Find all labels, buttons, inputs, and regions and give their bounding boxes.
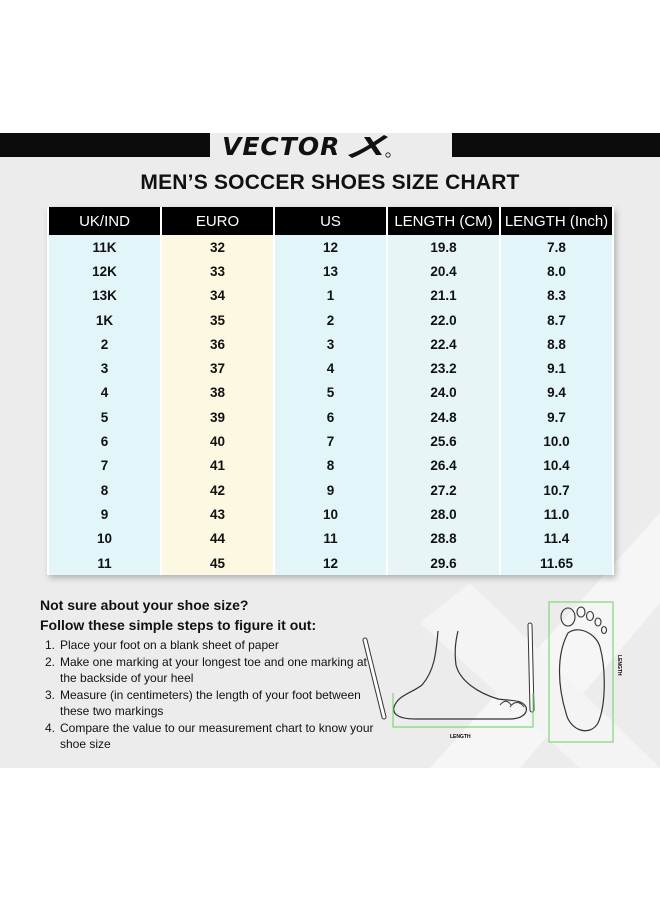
table-header-row <box>48 207 613 235</box>
table-cell: 8 <box>274 454 387 478</box>
side-foot-icon <box>365 625 533 740</box>
header-bar-right <box>452 133 660 157</box>
table-cell: 12 <box>274 551 387 575</box>
table-cell: 40 <box>161 429 274 453</box>
table-cell: 5 <box>274 381 387 405</box>
step-text: Place your foot on a blank sheet of paper <box>60 638 279 652</box>
table-cell: 42 <box>161 478 274 502</box>
table-cell: 10 <box>48 527 161 551</box>
table-row <box>48 478 613 502</box>
table-cell: 11K <box>48 235 161 259</box>
table-cell: 10.7 <box>500 478 613 502</box>
brand-x-mark-icon <box>346 133 392 159</box>
table-cell: 38 <box>161 381 274 405</box>
table-cell: 1K <box>48 308 161 332</box>
steps-list <box>40 637 380 753</box>
table-cell: 28.0 <box>387 502 500 526</box>
table-cell: 24.8 <box>387 405 500 429</box>
table-cell: 11.0 <box>500 502 613 526</box>
table-cell: 12 <box>274 235 387 259</box>
table-cell: 7 <box>274 429 387 453</box>
foot-sole-icon <box>549 602 622 742</box>
table-cell: 5 <box>48 405 161 429</box>
table-cell: 6 <box>274 405 387 429</box>
table-row <box>48 429 613 453</box>
step-item <box>40 720 380 753</box>
sole-length-label: LENGTH <box>616 655 622 676</box>
table-cell: 7 <box>48 454 161 478</box>
table-row <box>48 502 613 526</box>
step-number: 2. <box>45 654 56 669</box>
table-cell: 34 <box>161 284 274 308</box>
table-cell: 44 <box>161 527 274 551</box>
table-row <box>48 356 613 380</box>
table-cell: 1 <box>274 284 387 308</box>
table-cell: 11.65 <box>500 551 613 575</box>
table-cell: 39 <box>161 405 274 429</box>
table-cell: 13 <box>274 259 387 283</box>
instructions-subtitle: Follow these simple steps to figure it out: <box>40 617 317 633</box>
table-cell: 23.2 <box>387 356 500 380</box>
table-cell: 13K <box>48 284 161 308</box>
page-title: MEN’S SOCCER SHOES SIZE CHART <box>140 171 520 194</box>
brand-name: VECTOR <box>222 133 341 161</box>
table-cell: 37 <box>161 356 274 380</box>
table-cell: 3 <box>48 356 161 380</box>
instructions-question: Not sure about your shoe size? <box>40 597 249 613</box>
table-cell: 26.4 <box>387 454 500 478</box>
table-row <box>48 308 613 332</box>
table-cell: 7.8 <box>500 235 613 259</box>
foot-measurement-illustration <box>360 595 630 765</box>
table-cell: 11.4 <box>500 527 613 551</box>
table-body <box>48 235 613 575</box>
table-cell: 3 <box>274 332 387 356</box>
column-header: LENGTH (Inch) <box>500 207 613 235</box>
table-row <box>48 405 613 429</box>
table-cell: 8.3 <box>500 284 613 308</box>
table-cell: 8.8 <box>500 332 613 356</box>
step-text: Make one marking at your longest toe and one marking at the backside of your heel <box>60 654 367 685</box>
table-row <box>48 454 613 478</box>
table-cell: 9.4 <box>500 381 613 405</box>
table-cell: 6 <box>48 429 161 453</box>
column-header: EURO <box>161 207 274 235</box>
table-cell: 19.8 <box>387 235 500 259</box>
table-cell: 11 <box>274 527 387 551</box>
step-number: 3. <box>45 687 56 702</box>
table-cell: 22.4 <box>387 332 500 356</box>
table-cell: 9.1 <box>500 356 613 380</box>
table-cell: 35 <box>161 308 274 332</box>
measurement-instructions <box>40 595 380 753</box>
table-row <box>48 381 613 405</box>
step-number: 1. <box>45 638 56 652</box>
table-cell: 21.1 <box>387 284 500 308</box>
brand-logo <box>222 133 442 161</box>
table-cell: 20.4 <box>387 259 500 283</box>
table-cell: 27.2 <box>387 478 500 502</box>
table-cell: 4 <box>274 356 387 380</box>
size-chart-card <box>0 133 660 768</box>
table-cell: 22.0 <box>387 308 500 332</box>
table-cell: 4 <box>48 381 161 405</box>
table-cell: 8.7 <box>500 308 613 332</box>
table-cell: 43 <box>161 502 274 526</box>
table-cell: 32 <box>161 235 274 259</box>
header-bar-left <box>0 133 210 157</box>
table-cell: 33 <box>161 259 274 283</box>
table-cell: 25.6 <box>387 429 500 453</box>
table-row <box>48 259 613 283</box>
table-cell: 9 <box>48 502 161 526</box>
column-header: LENGTH (CM) <box>387 207 500 235</box>
table-cell: 45 <box>161 551 274 575</box>
table-cell: 9.7 <box>500 405 613 429</box>
table-cell: 24.0 <box>387 381 500 405</box>
table-cell: 12K <box>48 259 161 283</box>
table-cell: 36 <box>161 332 274 356</box>
step-item <box>40 637 380 654</box>
size-chart-table <box>47 207 614 575</box>
step-text: Measure (in centimeters) the length of your foot between these two markings <box>60 687 361 718</box>
step-text: Compare the value to our measurement chart to know your shoe size <box>60 720 374 751</box>
column-header: UK/IND <box>48 207 161 235</box>
table-cell: 2 <box>274 308 387 332</box>
table-cell: 9 <box>274 478 387 502</box>
table-cell: 28.8 <box>387 527 500 551</box>
table-row <box>48 284 613 308</box>
table-cell: 29.6 <box>387 551 500 575</box>
table-cell: 11 <box>48 551 161 575</box>
table-row <box>48 235 613 259</box>
column-header: US <box>274 207 387 235</box>
table-cell: 10.4 <box>500 454 613 478</box>
table-cell: 41 <box>161 454 274 478</box>
table-cell: 8.0 <box>500 259 613 283</box>
table-cell: 10 <box>274 502 387 526</box>
step-item <box>40 687 380 720</box>
table-row <box>48 527 613 551</box>
table-cell: 8 <box>48 478 161 502</box>
table-row <box>48 332 613 356</box>
table-cell: 2 <box>48 332 161 356</box>
side-length-label: LENGTH <box>450 734 471 740</box>
step-item <box>40 654 380 687</box>
table-cell: 10.0 <box>500 429 613 453</box>
table-row <box>48 551 613 575</box>
step-number: 4. <box>45 720 56 735</box>
